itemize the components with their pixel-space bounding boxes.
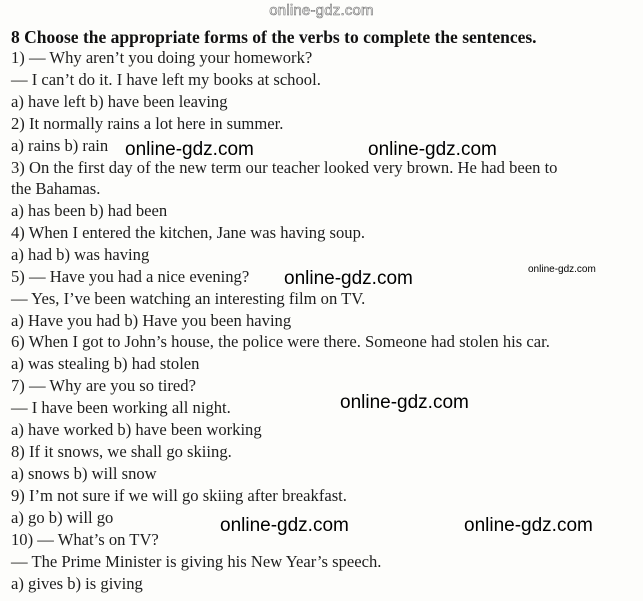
exercise-line: the Bahamas. (11, 179, 101, 198)
exercise-line: — I can’t do it. I have left my books at school. (11, 70, 321, 89)
exercise-line: — I have been working all night. (11, 398, 231, 417)
exercise-line: — Yes, I’ve been watching an interesting film on TV. (11, 289, 366, 308)
exercise-line: 8) If it snows, we shall go skiing. (11, 442, 232, 461)
exercise-line: 1) — Why aren’t you doing your homework? (11, 48, 313, 67)
exercise-heading: 8 Choose the appropriate forms of the verbs to complete the sentences. (11, 27, 537, 47)
top-watermark: online-gdz.com (269, 2, 374, 19)
exercise-line: 7) — Why are you so tired? (11, 376, 196, 395)
exercise-line: 3) On the first day of the new term our teacher looked very brown. He had been to (11, 158, 558, 177)
watermark: online-gdz.com (125, 139, 254, 160)
exercise-line: 6) When I got to John’s house, the police were there. Someone had stolen his car. (11, 332, 550, 351)
exercise-line: a) have left b) have been leaving (11, 92, 228, 111)
exercise-line: a) rains b) rain (11, 136, 109, 155)
watermark: online-gdz.com (284, 268, 413, 289)
exercise-line: 5) — Have you had a nice evening? (11, 267, 250, 286)
exercise-line: 10) — What’s on TV? (11, 530, 159, 549)
exercise-line: 9) I’m not sure if we will go skiing after breakfast. (11, 486, 347, 505)
exercise-line: a) was stealing b) had stolen (11, 354, 200, 373)
watermark: online-gdz.com (220, 515, 349, 536)
watermark: online-gdz.com (340, 392, 469, 413)
exercise-line: a) have worked b) have been working (11, 420, 262, 439)
exercise-line: — The Prime Minister is giving his New Year’s speech. (11, 552, 382, 571)
watermark: online-gdz.com (464, 515, 593, 536)
exercise-line: a) has been b) had been (11, 201, 168, 220)
watermark: online-gdz.com (368, 139, 497, 160)
exercise-line: a) go b) will go (11, 508, 114, 527)
exercise-line: 2) It normally rains a lot here in summer. (11, 114, 284, 133)
watermark: online-gdz.com (528, 264, 596, 275)
exercise-line: a) snows b) will snow (11, 464, 157, 483)
exercise-line: a) gives b) is giving (11, 574, 143, 593)
exercise-line: a) Have you had b) Have you been having (11, 311, 292, 330)
exercise-line: a) had b) was having (11, 245, 150, 264)
exercise-line: 4) When I entered the kitchen, Jane was having soup. (11, 223, 366, 242)
